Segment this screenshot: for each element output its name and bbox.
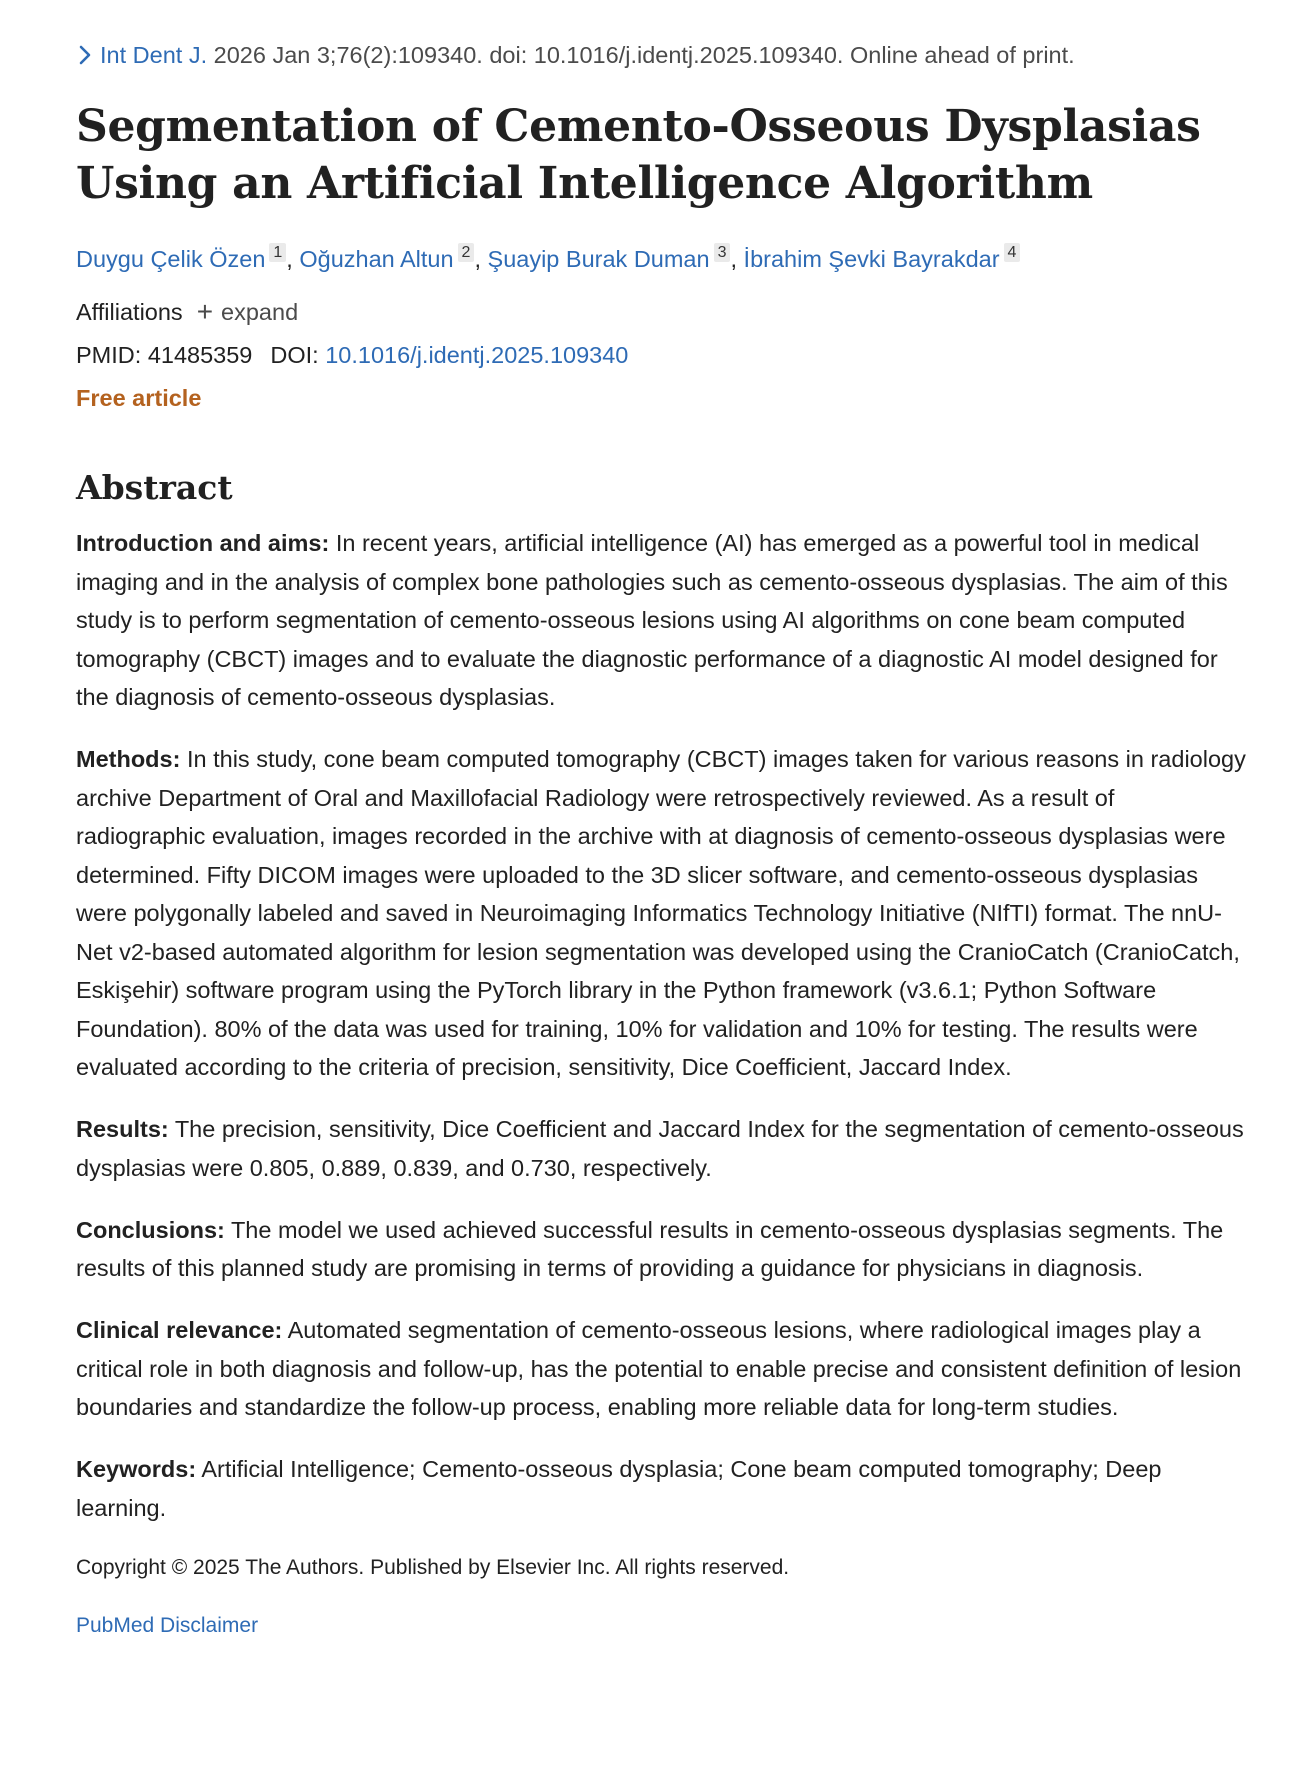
author-link[interactable]: Şuayip Burak Duman [487,246,710,272]
affiliation-number[interactable]: 4 [1004,243,1021,262]
article-page [76,38,1246,1641]
abstract-body [76,524,1246,1527]
section-text: In recent years, artificial intelligence (AI) has emerged as a powerful tool in medical imaging and in the analysis of complex bone pathologies such as cemento-osseous dysplasias. The aim of this study is to perform segmentation of cemento-osseous lesions using AI algorithms on cone beam computed tomography (CBCT) images and to evaluate the diagnostic performance of a diagnostic AI model designed for the diagnosis of cemento-osseous dysplasias. [76,530,1228,710]
abstract-introduction [76,524,1246,717]
abstract-clinical-relevance [76,1311,1246,1427]
section-label: Clinical relevance: [76,1317,283,1343]
author-list: Duygu Çelik Özen 1 , Oğuzhan Altun 2 , Şuayip Burak Duman 3 , İbrahim Şevki Bayrakdar 4 [76,242,1246,276]
affiliations-row [76,296,1246,328]
doi-link[interactable]: 10.1016/j.identj.2025.109340 [325,342,629,368]
abstract-methods [76,740,1246,1087]
abstract-heading: Abstract [76,468,233,507]
section-text: The model we used achieved successful results in cemento-osseous dysplasias segments. The results of this planned study are promising in terms of providing a guidance for physicians in diagnosis. [76,1216,1224,1281]
chevron-right-icon[interactable] [76,44,94,66]
pmid-label: PMID: [76,342,142,368]
copyright-notice: Copyright © 2025 The Authors. Published by Elsevier Inc. All rights reserved. [76,1556,790,1579]
section-label: Keywords: [76,1456,197,1482]
pubmed-disclaimer-link[interactable]: PubMed Disclaimer [76,1614,259,1637]
affiliation-number[interactable]: 3 [714,243,731,262]
page-title: Segmentation of Cemento-Osseous Dysplasias Using an Artificial Intelligence Algorithm [76,101,1201,209]
affiliations-label: Affiliations [76,299,183,325]
citation-line [76,38,1246,72]
expand-label: expand [221,299,299,325]
abstract-keywords [76,1450,1246,1527]
pubmed-disclaimer-link-wrap [76,1611,1246,1641]
free-article-badge: Free article [76,385,202,411]
journal-link[interactable]: Int Dent J. [100,42,208,68]
section-label: Introduction and aims: [76,530,330,556]
section-label: Results: [76,1116,169,1142]
section-label: Methods: [76,746,181,772]
section-label: Conclusions: [76,1216,225,1243]
identifiers-row [76,339,1246,371]
section-text: In this study, cone beam computed tomography (CBCT) images taken for various reasons in radiology archive Department of Oral and Maxillofacial Radiology were retrospectively reviewed. As a result of radiographic evaluation, images recorded in the archive with at diagnosis of cemento-osseous dysplasias were determined. Fifty DICOM images were uploaded to the 3D slicer software, and cemento-osseous dysplasias were polygonally labeled and saved in Neuroimaging Informatics Technology Initiative (NIfTI) format. The nnU-Net v2-based automated algorithm for lesion segmentation was developed using the CranioCatch (CranioCatch, Eskişehir) software program using the PyTorch library in the Python framework (v3.6.1; Python Software Foundation). 80% of the data was used for training, 10% for validation and 10% for testing. The results were evaluated according to the criteria of precision, sensitivity, Dice Coefficient, Jaccard Index. [76,746,1246,1080]
section-text: Automated segmentation of cemento-osseous lesions, where radiological images play a critical role in both diagnosis and follow-up, has the potential to enable precise and consistent definition of lesion boundaries and standardize the follow-up process, enabling more reliable data for long-term studies. [76,1317,1242,1420]
affiliation-number[interactable]: 2 [458,243,475,262]
citation-details: 2026 Jan 3;76(2):109340. doi: 10.1016/j.identj.2025.109340. Online ahead of print. [213,42,1075,68]
abstract-results [76,1110,1246,1187]
plus-icon: + [196,296,214,327]
pmid-value: 41485359 [147,342,253,368]
section-text: The precision, sensitivity, Dice Coefficient and Jaccard Index for the segmentation of cemento-osseous dysplasias were 0.805, 0.889, 0.839, and 0.730, respectively. [76,1116,1244,1181]
affiliation-number[interactable]: 1 [269,243,286,262]
doi-label: DOI: [270,342,319,368]
abstract-conclusions [76,1211,1246,1288]
author-link[interactable]: Duygu Çelik Özen [76,246,266,272]
section-text: Artificial Intelligence; Cemento-osseous dysplasia; Cone beam computed tomography; Deep learning. [76,1456,1162,1521]
affiliations-expand-button[interactable] [197,296,298,328]
author-link[interactable]: İbrahim Şevki Bayrakdar [743,246,1000,272]
author-link[interactable]: Oğuzhan Altun [299,246,454,272]
